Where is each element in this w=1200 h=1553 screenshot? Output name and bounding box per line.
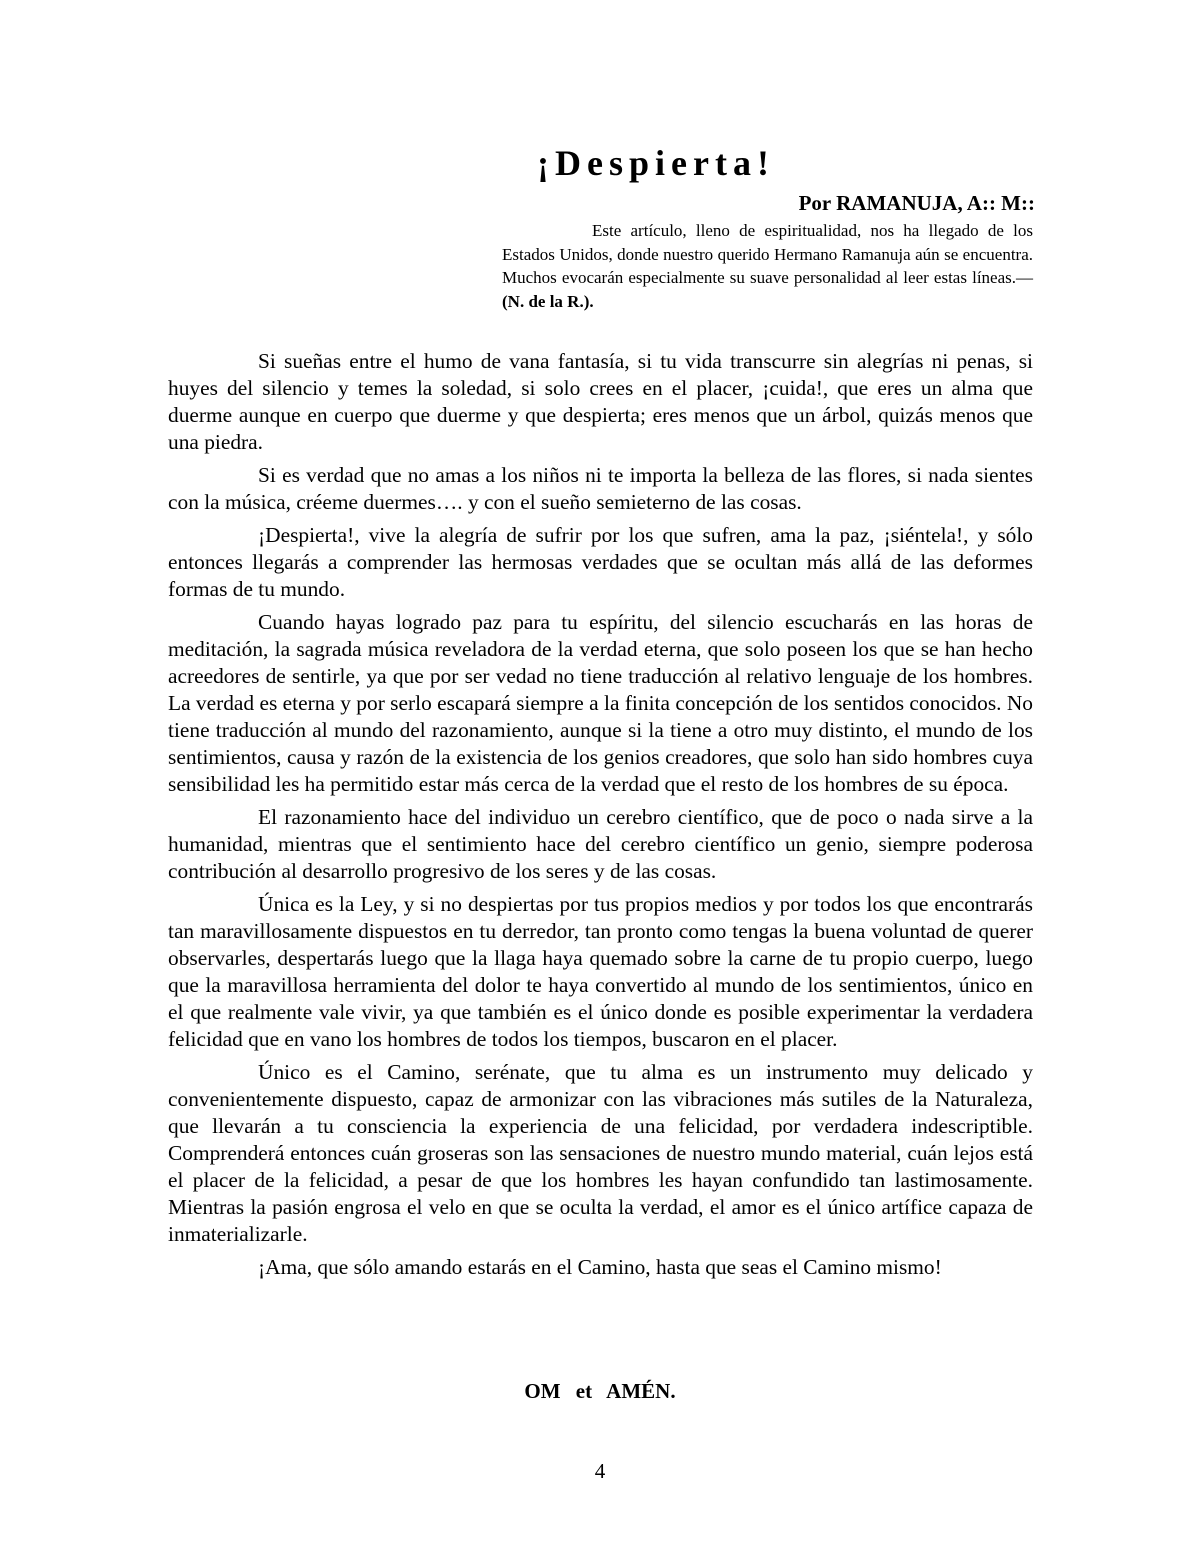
paragraph: Única es la Ley, y si no despiertas por tus propios medios y por todos los que encontrarás tan maravillosamente dispuestos en tu derredor, tan pronto como tengas la buena voluntad de querer observarles, despertarás luego que la llaga haya quemado sobre la carne de tu propio cuerpo, luego que la maravillosa herramienta del dolor te haya convertido al mundo de los sentimientos, único en el que realmente vale vivir, ya que también es el único donde es posible experimentar la verdadera felicidad que en vano los hombres de todos los tiempos, buscaron en el placer.: [168, 892, 1033, 1051]
paragraph: Cuando hayas logrado paz para tu espíritu, del silencio escucharás en las horas de meditación, la sagrada música reveladora de la verdad eterna, que solo poseen los que se han hecho acreedores de sentirle, ya que por ser vedad no tiene traducción al relativo lenguaje de los hombres. La verdad es eterna y por serlo escapará siempre a la finita concepción de los sentidos conocidos. No tiene traducción al mundo del razonamiento, aunque si la tiene a otro muy distinto, el mundo de los sentimientos, causa y razón de la existencia de los genios creadores, que solo han sido hombres cuya sensibilidad les ha permitido estar más cerca de la verdad que el resto de los hombres de su época.: [168, 610, 1033, 796]
paragraph: Si sueñas entre el humo de vana fantasía, si tu vida transcurre sin alegrías ni penas, si huyes del silencio y temes la soledad, si solo crees en el placer, ¡cuida!, que eres un alma que duerme aunque en cuerpo que duerme y que despierta; eres menos que un árbol, quizás menos que una piedra.: [168, 349, 1033, 454]
editor-note-signature: (N. de la R.).: [502, 291, 594, 311]
page-number: 4: [594, 1459, 606, 1483]
article-body: [168, 348, 1033, 1281]
article-byline: Por RAMANUJA, A:: M::: [798, 191, 1035, 215]
paragraph: Único es el Camino, serénate, que tu alma es un instrumento muy delicado y convenientemente dispuesto, capaz de armonizar con las vibraciones más sutiles de la Naturaleza, que llevarán a tu consciencia la experiencia de una felicidad, por verdadera indescriptible. Comprenderá entonces cuán groseras son las sensaciones de nuestro mundo material, cuán lejos está el placer de la felicidad, a pesar de que los hombres les hayan confundido tan lastimosamente. Mientras la pasión engrosa el velo en que se oculta la verdad, el amor es el único artífice capaza de inmaterializarle.: [168, 1060, 1033, 1246]
article-title: ¡Despierta!: [537, 143, 775, 183]
article-closing: OM et AMÉN.: [524, 1379, 676, 1403]
paragraph: El razonamiento hace del individuo un cerebro científico, que de poco o nada sirve a la humanidad, mientras que el sentimiento hace del cerebro científico un genio, siempre poderosa contribución al desarrollo progresivo de los seres y de las cosas.: [168, 805, 1033, 883]
editor-note: [502, 219, 1033, 313]
editor-note-text: Este artículo, lleno de espiritualidad, nos ha llegado de los Estados Unidos, donde nuestro querido Hermano Ramanuja aún se encuentra. Muchos evocarán especialmente su suave personalidad al leer estas líneas.—: [502, 221, 1033, 287]
paragraph: Si es verdad que no amas a los niños ni te importa la belleza de las flores, si nada sientes con la música, créeme duermes…. y con el sueño semieterno de las cosas.: [168, 463, 1033, 514]
paragraph: ¡Ama, que sólo amando estarás en el Camino, hasta que seas el Camino mismo!: [258, 1255, 942, 1279]
paragraph: ¡Despierta!, vive la alegría de sufrir por los que sufren, ama la paz, ¡siéntela!, y sólo entonces llegarás a comprender las hermosas verdades que se ocultan más allá de las deformes formas de tu mundo.: [168, 523, 1033, 601]
